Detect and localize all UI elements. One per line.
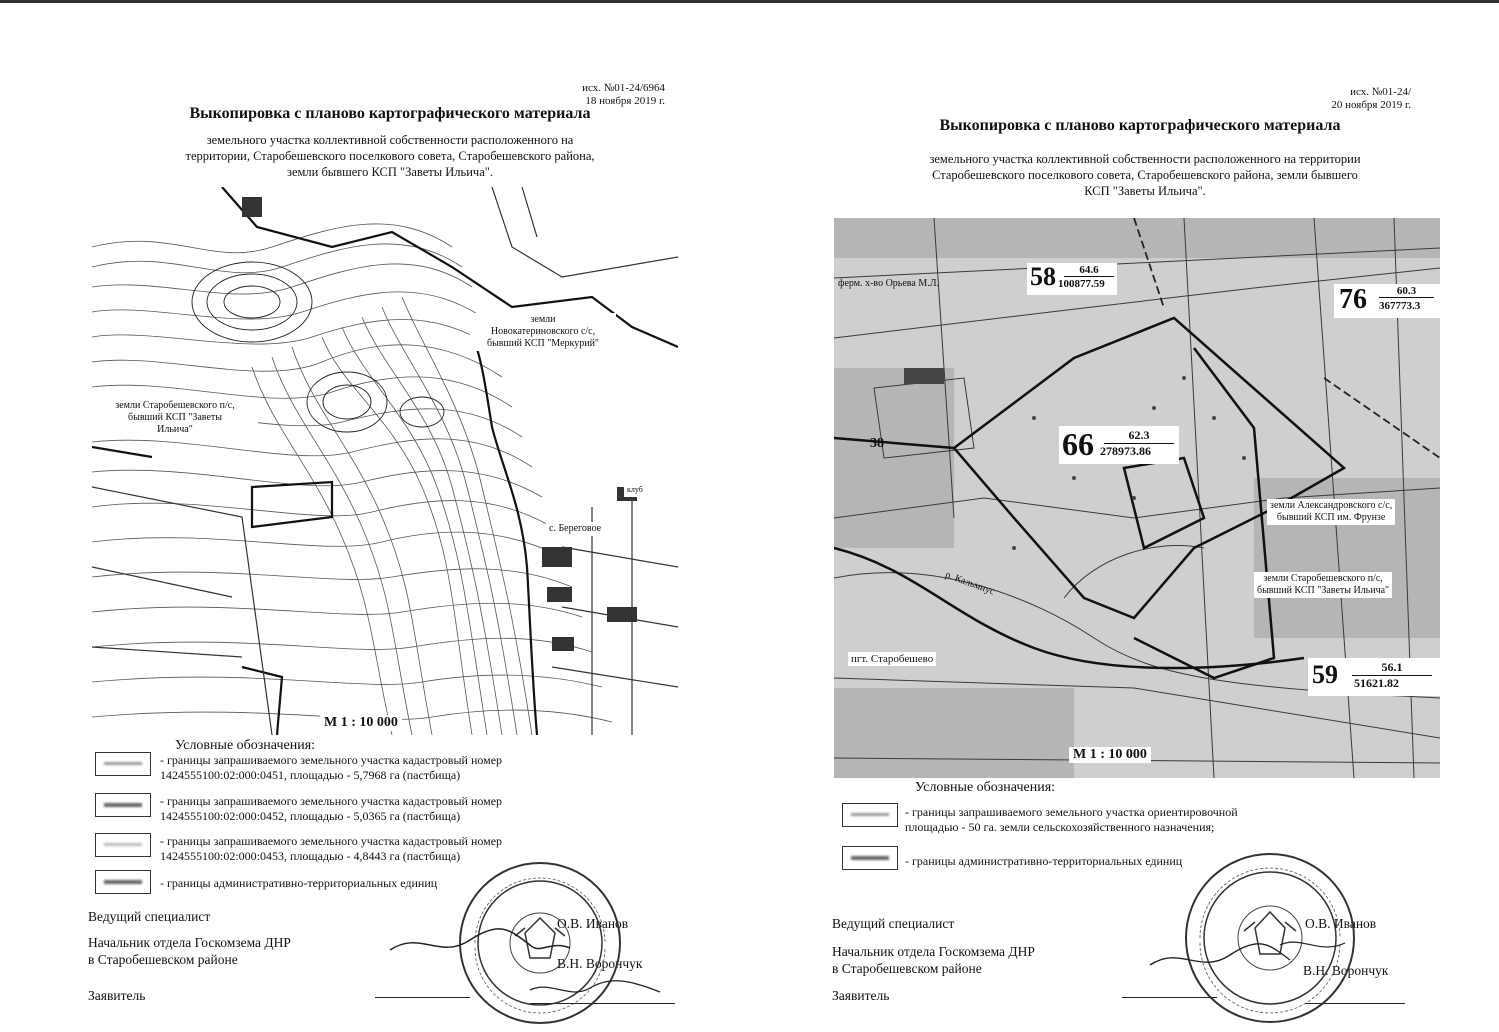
label-line: земли Александровского с/с,: [1270, 500, 1393, 511]
left-legend-item: - границы административно-территориальных единиц: [160, 876, 438, 890]
right-subtitle-line: КСП "Заветы Ильича".: [1084, 184, 1206, 198]
left-label-beregovoe: с. Береговое: [546, 522, 604, 536]
parcel-58-number: 58: [1030, 262, 1056, 291]
farm-label: ферм. х-во Орьева М.Л.: [838, 278, 940, 289]
label-line: Ильича": [157, 424, 193, 435]
parcel-59-value: 51621.82: [1354, 676, 1399, 690]
legend-line: - границы запрашиваемого земельного участка кадастровый номер: [160, 753, 503, 767]
legend-line: - границы запрашиваемого земельного участка кадастровый номер: [160, 794, 503, 808]
legend-line: 1424555100:02:000:0451, площадью - 5,7968 га (пастбища): [160, 768, 461, 782]
label-line: бывший КСП "Заветы: [128, 412, 222, 423]
parcel-66-number: 66: [1062, 426, 1094, 462]
parcel-76-value: 367773.3: [1379, 300, 1421, 312]
legend-swatch: [842, 803, 898, 827]
legend-swatch: [95, 793, 151, 817]
right-handwritten-signatures: [1130, 925, 1430, 1005]
parcel-58-value: 100877.59: [1058, 278, 1105, 290]
left-title: Выкопировка с планово картографического материала: [189, 105, 591, 122]
right-legend-title: Условные обозначения:: [915, 780, 1056, 795]
parcel-59-area: 56.1: [1352, 660, 1432, 676]
left-label-club: клуб: [624, 483, 646, 497]
right-document: [750, 0, 1499, 1032]
right-ref-date: 20 ноября 2019 г.: [1331, 99, 1411, 111]
right-subtitle: [845, 151, 1445, 199]
label-line: земли: [530, 314, 556, 325]
sig-line: в Старобешевском районе: [88, 952, 238, 967]
parcel-76-number: 76: [1339, 284, 1367, 315]
left-handwritten-signatures: [380, 920, 680, 1010]
left-map-drawing: [92, 187, 678, 735]
right-subtitle-line: земельного участка коллективной собственности расположенного на территории: [929, 152, 1361, 166]
legend-line: площадью - 50 га. земли сельскохозяйственного назначения;: [905, 820, 1215, 834]
parcel-76-area: 60.3: [1379, 285, 1434, 298]
right-label-town: пгт. Старобешево: [848, 652, 936, 666]
right-ref-block: [1161, 86, 1411, 112]
left-legend-title: Условные обозначения:: [175, 738, 316, 753]
right-ref-no: исх. №01-24/: [1350, 86, 1411, 98]
left-legend-item: [160, 794, 502, 824]
right-applicant: Заявитель: [832, 988, 890, 1003]
label-line: Новокатериновского с/с,: [490, 326, 596, 337]
left-lead-name: О.В. Иванов: [557, 916, 629, 931]
left-ref-no: исх. №01-24/6964: [582, 82, 665, 94]
left-label-novokaterinovsky: [470, 313, 616, 351]
sig-line: Начальник отдела Госкомзема ДНР: [88, 935, 291, 950]
legend-swatch: [95, 870, 151, 894]
left-legend-item: [160, 753, 502, 783]
legend-line: 1424555100:02:000:0453, площадью - 4,8443 га (пастбища): [160, 849, 461, 863]
legend-swatch: [95, 833, 151, 857]
right-legend-item: [905, 805, 1238, 835]
legend-line: - границы запрашиваемого земельного участка кадастровый номер: [160, 834, 503, 848]
label-line: земли Старобешевского п/с,: [115, 400, 235, 411]
label-line: бывший КСП "Меркурий": [486, 338, 600, 349]
left-head-name: В.Н. Ворончук: [557, 956, 643, 971]
right-lead-specialist: Ведущий специалист: [832, 916, 955, 931]
right-head-title: [832, 943, 1035, 977]
label-line: земли Старобешевского п/с,: [1263, 573, 1383, 584]
legend-swatch: [95, 752, 151, 776]
left-subtitle: [90, 132, 690, 180]
left-legend-item: [160, 834, 502, 864]
label-line: бывший КСП им. Фрунзе: [1276, 512, 1386, 523]
sig-line: Начальник отдела Госкомзема ДНР: [832, 944, 1035, 959]
sig-line: в Старобешевском районе: [832, 961, 982, 976]
right-label-starobeshevo: [1254, 572, 1392, 598]
river-label: р. Кальмиус: [943, 569, 997, 598]
left-label-starobeshevo: [92, 399, 258, 437]
left-head-title: [88, 934, 291, 968]
right-title: Выкопировка с планово картографического материала: [939, 117, 1341, 134]
parcel-66-area: 62.3: [1104, 428, 1174, 444]
left-subtitle-line: земли бывшего КСП "Заветы Ильича".: [287, 165, 493, 179]
left-lead-specialist: Ведущий специалист: [88, 909, 211, 924]
right-label-alexandrovsky: [1267, 499, 1395, 525]
left-subtitle-line: земельного участка коллективной собственности расположенного на: [206, 133, 574, 147]
parcel-66-value: 278973.86: [1100, 444, 1151, 458]
right-head-name: В.Н. Ворончук: [1303, 963, 1389, 978]
parcel-58-area: 64.6: [1064, 264, 1114, 277]
right-lead-name: О.В. Иванов: [1305, 916, 1377, 931]
right-map: [834, 218, 1440, 778]
legend-line: - границы запрашиваемого земельного участка ориентировочной: [905, 805, 1238, 819]
parcel-59-number: 59: [1312, 660, 1338, 689]
left-ref-date: 18 ноября 2019 г.: [585, 95, 665, 107]
parcel-38-number: 38: [870, 436, 884, 451]
left-scale: М 1 : 10 000: [320, 715, 402, 731]
left-map: [92, 187, 678, 735]
label-line: бывший КСП "Заветы Ильича": [1257, 585, 1390, 596]
right-legend-item: - границы административно-территориальных единиц: [905, 854, 1183, 868]
legend-swatch: [842, 846, 898, 870]
left-subtitle-line: территории, Старобешевского поселкового совета, Старобешевского района,: [185, 149, 595, 163]
right-scale: М 1 : 10 000: [1069, 747, 1151, 763]
legend-line: 1424555100:02:000:0452, площадью - 5,0365 га (пастбища): [160, 809, 461, 823]
left-applicant: Заявитель: [88, 988, 146, 1003]
right-subtitle-line: Старобешевского поселкового совета, Старобешевского района, земли бывшего: [932, 168, 1358, 182]
